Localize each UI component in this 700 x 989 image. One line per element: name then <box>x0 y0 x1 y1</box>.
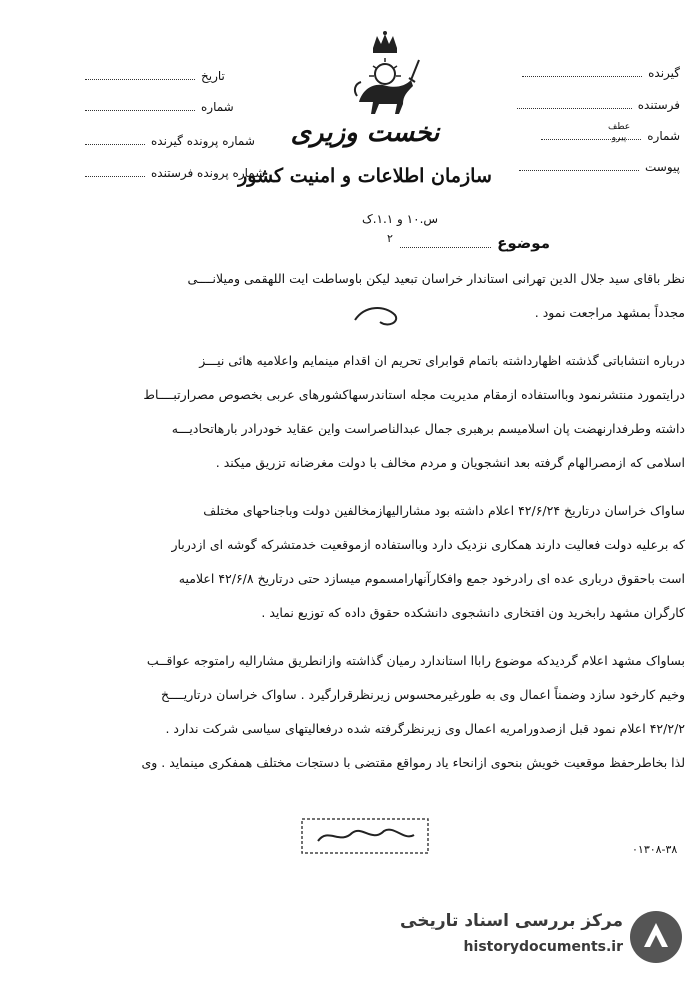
subject-field <box>400 234 550 252</box>
watermark-title: مرکز بررسی اسناد تاریخی <box>400 911 623 931</box>
signature-stamp-icon <box>300 815 430 857</box>
reference-type-1: عطف <box>608 122 631 132</box>
body-line: مجدداً بمشهد مراجعت نمود . <box>534 305 685 320</box>
reference-type-stack <box>608 122 630 144</box>
sender-file-number-label: شماره پرونده فرستنده <box>151 166 266 180</box>
body-line: بساواک مشهد اعلام گردیدکه موضوع راباا استاندارد رمیان گذاشته وازانطریق مشارالیه رامتوجه عواقــب <box>146 653 685 668</box>
archive-logo-icon <box>628 909 684 965</box>
organization-title: نخست وزیری <box>290 118 440 148</box>
letter-number-line <box>85 100 195 111</box>
organization-subtitle: سازمان اطلاعات و امنیت کشور <box>238 165 492 187</box>
watermark-url: historydocuments.ir <box>463 939 623 955</box>
paragraph-2 <box>60 344 685 480</box>
attachment-line <box>519 160 639 171</box>
sender-field <box>500 98 680 112</box>
recipient-file-number-field <box>85 134 255 148</box>
letter-number-field <box>85 100 234 114</box>
body-line: وخیم کارخود سازد وضمناً اعمال وی به طورغیرمحسوس زیرنظرقرارگیرد . ساواک خراسان درتاریــــخ <box>161 687 685 702</box>
sender-file-number-line <box>85 166 145 177</box>
archive-watermark <box>400 905 688 975</box>
body-line: داشته وطرفدارنهضت پان اسلامیسم برهبری جمال عبدالناصراست واین عقاید خودرادر بارهاتحادیـــه <box>171 421 685 436</box>
date-line <box>85 69 195 80</box>
subject-line <box>400 237 491 248</box>
lion-and-sun-emblem-icon <box>345 30 425 120</box>
document-number: ۰۱۳۰۸-۳۸ <box>632 843 678 856</box>
body-line: ۴۲/۲/۲ اعلام نمود قبل ازصدورامریه اعمال وی زیرنظرگرفته شده درفعالیتهای سیاسی شرکت ندارد . <box>165 721 685 736</box>
paragraph-1 <box>60 262 685 330</box>
body-line: است باحقوق درباری عده ای رادرخود جمع وافکارآنهارامسموم میسازد حتی درتاریخ ۴۲/۶/۸ اعلامیه <box>178 571 685 586</box>
subject-label: موضوع <box>497 234 550 252</box>
paragraph-3 <box>60 494 685 630</box>
recipient-line <box>522 66 642 77</box>
recipient-file-number-label: شماره پرونده گیرنده <box>151 134 255 148</box>
number-field <box>500 129 680 143</box>
sender-label: فرستنده <box>637 98 680 112</box>
reference-sub-number: ۲ <box>387 232 393 245</box>
body-line: اسلامی که ازمصرالهام گرفته بعد انشجویان و مردم مخالف با دولت مغرضانه تزریق میکند . <box>215 455 685 470</box>
reference-code: س.۱۰ و ۱.۱.ک <box>361 212 439 226</box>
date-field <box>85 69 225 83</box>
reference-type-2: پیرو <box>611 133 627 143</box>
sender-file-number-field <box>85 166 265 180</box>
body-line: ساواک خراسان درتاریخ ۴۲/۶/۲۴ اعلام داشته بود مشارالیهازمخالفین دولت وباجناحهای مختلف <box>203 503 685 518</box>
attachment-label: پیوست <box>645 160 680 174</box>
body-line: درایتمورد منتشرنمود وبااستفاده ازمقام مدیریت مجله استاندرسهاکشورهای عربی بخصوص مصرارتبــــاط <box>143 387 685 402</box>
attachment-field <box>500 160 680 174</box>
recipient-field <box>500 66 680 80</box>
body-line: درباره انتشاباتی گذشته اظهارداشته باتمام قوابرای تحریم ان اقدام مینمایم واعلامیه هائی نیـــز <box>199 353 685 368</box>
body-line: نظر باقای سید جلال الدین تهرانی استاندار خراسان تبعید لیکن باوساطت ایت اللهقمی ومیلانــــی <box>187 271 685 286</box>
recipient-label: گیرنده <box>648 66 680 80</box>
number-label: شماره <box>647 129 680 143</box>
sender-line <box>517 98 632 109</box>
paragraph-4 <box>60 644 685 780</box>
recipient-file-number-line <box>85 134 145 145</box>
body-line: که برعلیه دولت فعالیت دارند همکاری نزدیک دارد وبااستفاده ازموقعیت خدمتشرکه گوشه ای ازدربار <box>171 537 685 552</box>
body-line: لذا بخاطرحفظ موقعیت خویش بنحوی ازانحاء یاد رمواقع مقتضی با دستجات مختلف همفکری مینماید . وی <box>141 755 685 770</box>
date-label: تاریخ <box>201 69 225 83</box>
body-line: کارگران مشهد رابخرید ون افتخاری دانشجوی دانشکده حقوق داده که توزیع نماید . <box>261 605 685 620</box>
letter-number-label: شماره <box>201 100 234 114</box>
document-body <box>60 262 685 780</box>
